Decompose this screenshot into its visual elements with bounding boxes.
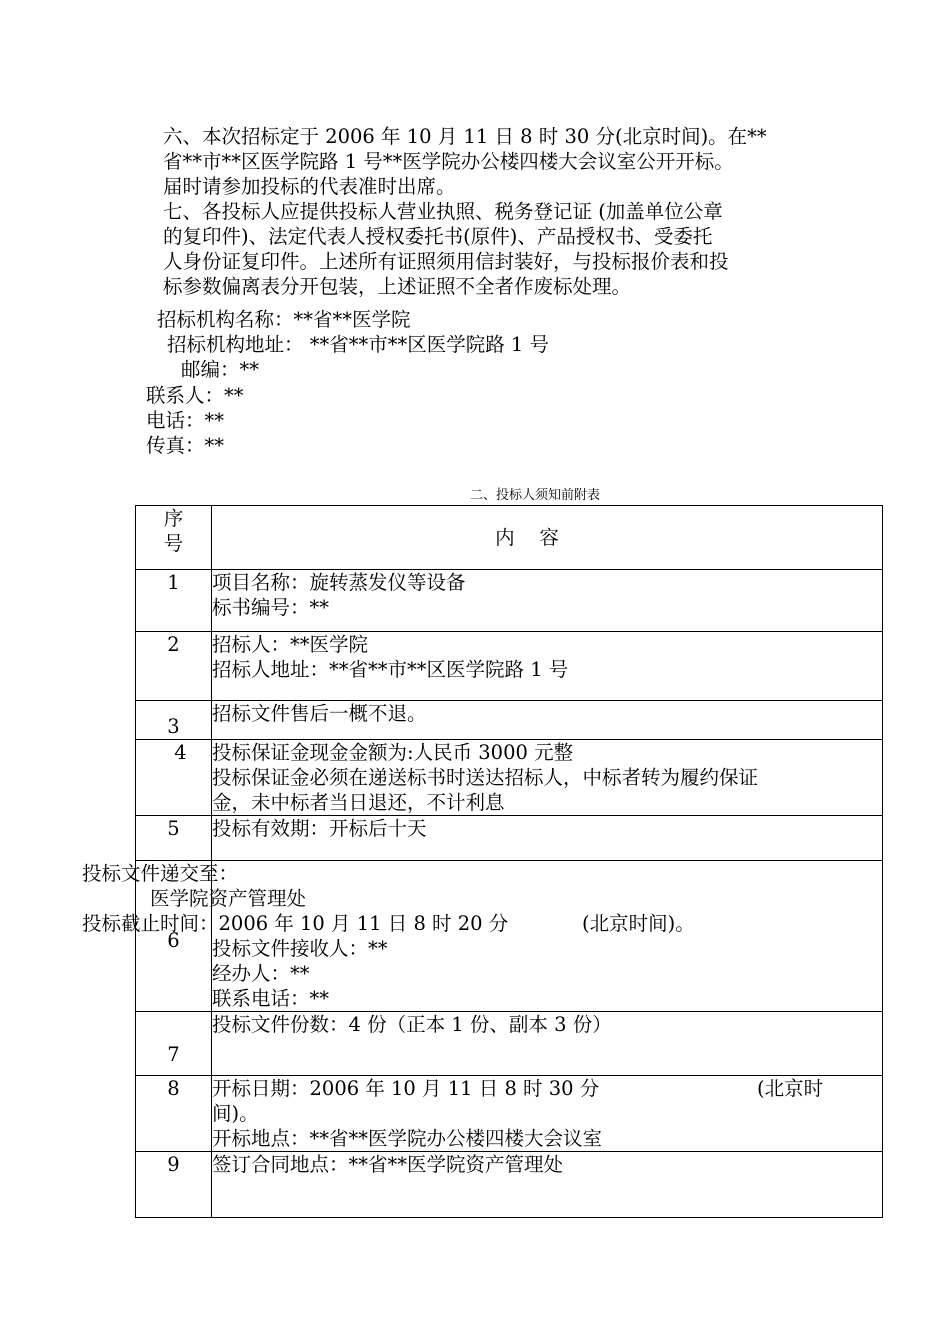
row-content (212, 570, 883, 632)
row-line: 联系电话：** (212, 987, 330, 1010)
header-content-label: 内 容 (495, 526, 559, 549)
clause-6-line-3: 届时请参加投标的代表准时出席。 (163, 175, 456, 198)
clause-7-line-2: 的复印件)、法定代表人授权委托书(原件)、产品授权书、受委托 (163, 225, 713, 248)
row-line: 招标人：**医学院 (212, 633, 369, 656)
row-content (82, 861, 883, 1012)
row-content (212, 816, 883, 861)
table-row (136, 1012, 883, 1076)
contact-phone: 电话：** (146, 409, 225, 432)
row-line: 投标有效期：开标后十天 (212, 817, 427, 840)
row-line: 招标文件售后一概不退。 (212, 702, 427, 725)
table-row (136, 632, 883, 701)
clause-6-line-1: 六、本次招标定于 2006 年 10 月 11 日 8 时 30 分(北京时间)。在** (163, 125, 767, 148)
row-num-text: 3 (167, 715, 180, 738)
table-header-row (136, 506, 883, 570)
header-num-line-1: 序 (163, 507, 184, 530)
row-line: 经办人：** (212, 962, 310, 985)
row-num-text: 4 (174, 741, 187, 764)
row-num (136, 701, 212, 740)
row-content (212, 1076, 883, 1152)
row-num: 6 (136, 861, 212, 1012)
row-num (136, 740, 212, 816)
org-name: 招标机构名称：**省**医学院 (157, 308, 411, 331)
row-line: 投标文件递交至： (82, 862, 239, 885)
clause-6-line-2: 省**市**区医学院路 1 号**医学院办公楼四楼大会议室公开开标。 (163, 150, 734, 173)
row-line: 招标人地址：**省**市**区医学院路 1 号 (212, 658, 569, 681)
contact-person: 联系人：** (146, 384, 244, 407)
row-line: 投标文件份数：4 份（正本 1 份、副本 3 份） (212, 1013, 612, 1036)
table-row (136, 570, 883, 632)
header-content-cell (212, 506, 883, 570)
row-line: (北京时间)。 (582, 912, 695, 935)
row-content (212, 701, 883, 740)
row-content (212, 632, 883, 701)
row-line-left: 开标日期：2006 年 10 月 11 日 8 时 30 分 (212, 1077, 600, 1100)
row-line: 签订合同地点：**省**医学院资产管理处 (212, 1153, 564, 1176)
row-line: 开标地点：**省**医学院办公楼四楼大会议室 (212, 1127, 603, 1150)
org-address: 招标机构地址： **省**市**区医学院路 1 号 (167, 333, 550, 356)
row-num: 9 (136, 1152, 212, 1218)
row-content (212, 740, 883, 816)
row-line: 投标文件接收人：** (212, 937, 388, 960)
row-num: 8 (136, 1076, 212, 1152)
table-row (136, 740, 883, 816)
clause-7-line-1: 七、各投标人应提供投标人营业执照、税务登记证 (加盖单位公章 (163, 200, 723, 223)
table-caption: 二、投标人须知前附表 (470, 488, 601, 503)
header-num-cell (136, 506, 212, 570)
clause-7-line-3: 人身份证复印件。上述所有证照须用信封装好，与投标报价表和投 (163, 250, 729, 273)
table-row (136, 701, 883, 740)
row-line: 项目名称：旋转蒸发仪等设备 (212, 571, 466, 594)
clause-7-line-4: 标参数偏离表分开包装，上述证照不全者作废标处理。 (163, 275, 632, 298)
row-content (212, 1152, 883, 1218)
table-row (136, 861, 883, 1012)
row-line (212, 1076, 882, 1101)
contact-fax: 传真：** (146, 434, 225, 457)
row-line: 医学院资产管理处 (150, 887, 307, 910)
row-line: 投标保证金现金金额为:人民币 3000 元整 (212, 741, 574, 764)
row-content (212, 1012, 883, 1076)
table-row (136, 816, 883, 861)
row-line: 金，未中标者当日退还，不计利息 (212, 791, 505, 814)
header-num-line-2: 号 (163, 532, 184, 555)
table-row (136, 1076, 883, 1152)
bidder-notice-table (82, 505, 883, 1218)
postcode: 邮编：** (181, 358, 260, 381)
row-num: 2 (136, 632, 212, 701)
row-line: 投标截止时间：2006 年 10 月 11 日 8 时 20 分 (82, 912, 509, 935)
row-num: 5 (136, 816, 212, 861)
row-line: 间)。 (212, 1102, 259, 1125)
row-line-right: (北京时 (757, 1077, 824, 1100)
row-line: 投标保证金必须在递送标书时送达招标人，中标者转为履约保证 (212, 766, 759, 789)
row-line: 标书编号：** (212, 596, 330, 619)
row-num: 7 (136, 1012, 212, 1076)
table-row (136, 1152, 883, 1218)
row-num: 1 (136, 570, 212, 632)
